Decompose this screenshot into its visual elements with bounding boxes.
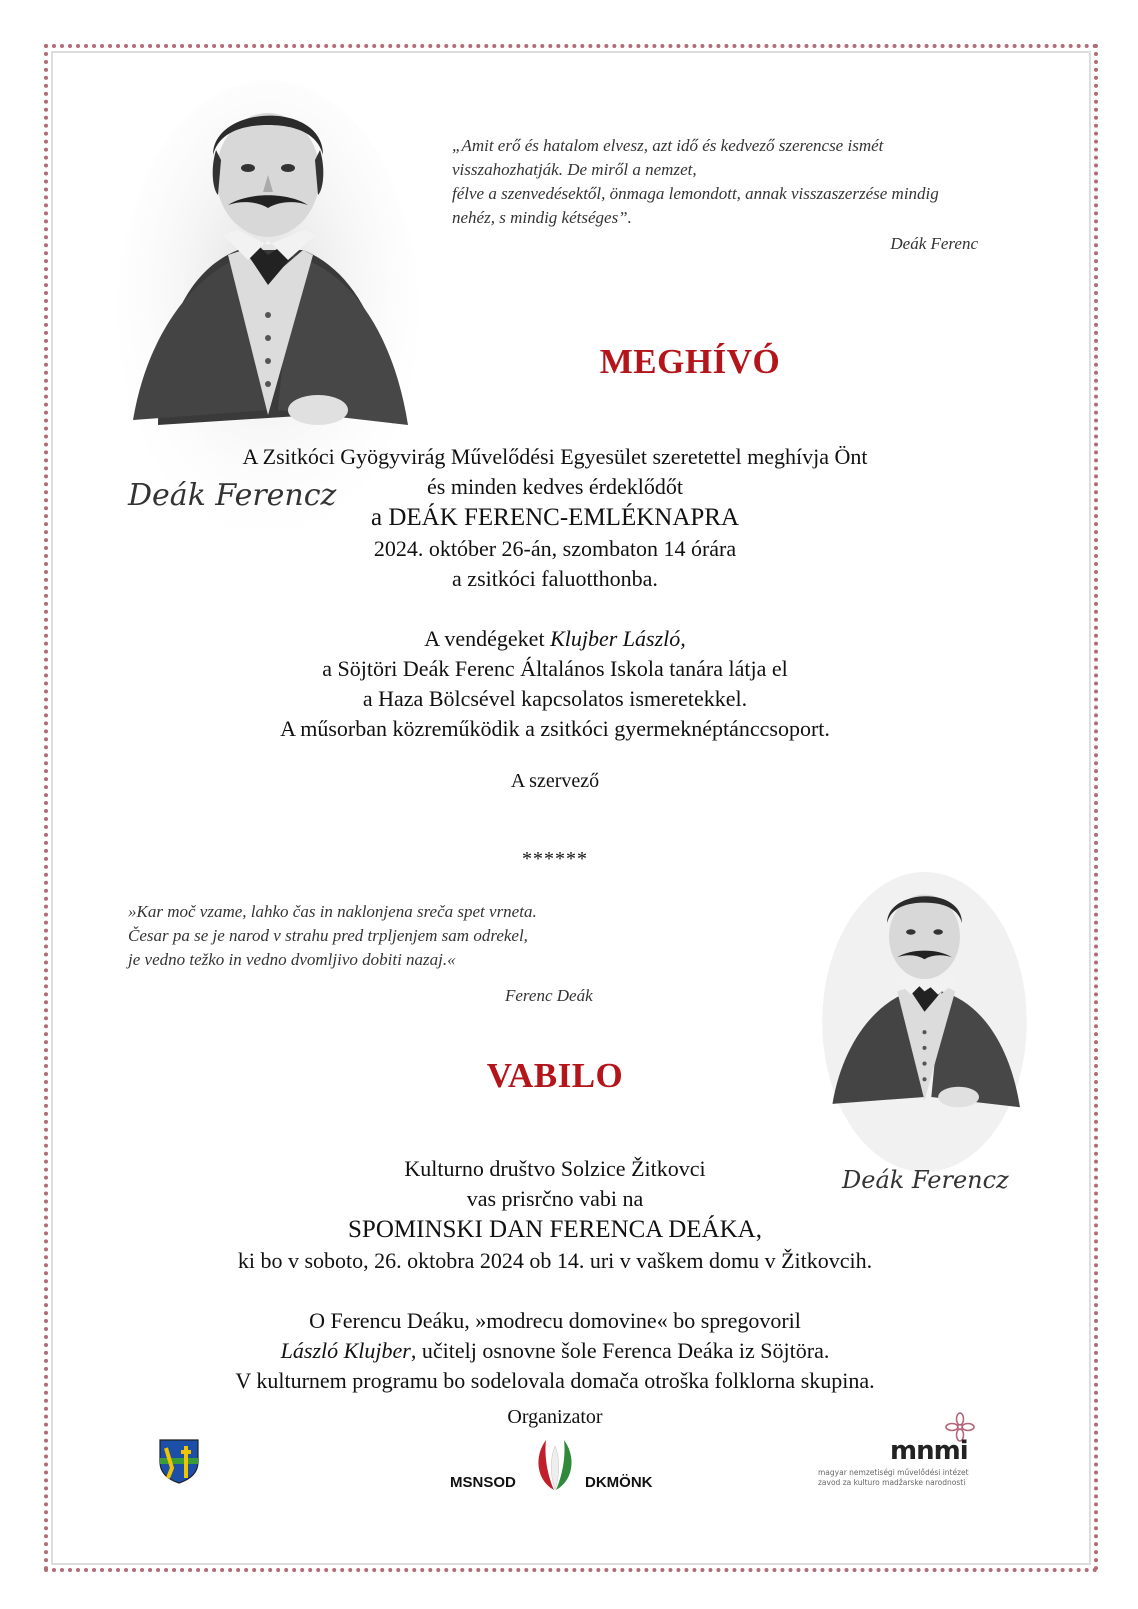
- mnmi-line: zavod za kulturo madžarske narodnosti: [818, 1478, 966, 1487]
- sl-talk-name: László Klujber: [280, 1338, 411, 1363]
- sl-quote-author: Ferenc Deák: [505, 986, 593, 1005]
- sl-talk-line: O Ferencu Deáku, »modrecu domovine« bo spregovoril: [309, 1308, 801, 1333]
- hu-event-line: [160, 502, 950, 534]
- hu-title: MEGHÍVÓ: [599, 342, 781, 381]
- sl-invite: [140, 1154, 970, 1396]
- signature-bottom: Deák Ferencz: [842, 1166, 1009, 1194]
- hu-invite-line: A Zsitkóci Gyögyvirág Művelődési Egyesület szeretettel meghívja Önt: [242, 444, 868, 469]
- signature-top: Deák Ferencz: [128, 478, 337, 513]
- hu-quote-line: félve a szenvedésektől, önmaga lemondott, annak visszaszerzése mindig: [452, 184, 939, 203]
- logo-msnsod: MSNSOD: [450, 1474, 516, 1491]
- sl-title: VABILO: [486, 1056, 624, 1095]
- mnmi-line: magyar nemzetiségi művelődési intézet: [818, 1468, 969, 1477]
- hu-quote-line: visszahozhatják. De miről a nemzet,: [452, 160, 697, 179]
- hu-invite: [160, 442, 950, 744]
- hu-place-line: a zsitkóci faluotthonba.: [452, 566, 658, 591]
- sl-invite-line: vas prisrčno vabi na: [466, 1186, 644, 1211]
- hu-date-line: 2024. október 26-án, szombaton 14 órára: [373, 536, 737, 561]
- sl-quote-line: Česar pa se je narod v strahu pred trpljenjem sam odrekel,: [128, 926, 528, 945]
- mnmi-logo-text: mnmi: [890, 1436, 968, 1466]
- hu-organizer: A szervező: [510, 770, 600, 792]
- leaf-logo-icon: [532, 1436, 578, 1497]
- hu-quote-line: nehéz, s mindig kétséges”.: [452, 208, 632, 227]
- hu-event-prefix: a: [370, 504, 389, 531]
- portrait-bottom: [822, 872, 1027, 1172]
- sl-talk-line: [140, 1336, 970, 1366]
- sl-talk-line: V kulturnem programu bo sodelovala domača otroška folklorna skupina.: [235, 1368, 875, 1393]
- sl-talk-rest: , učitelj osnovne šole Ferenca Deáka iz Söjtöra.: [410, 1338, 830, 1363]
- hu-quote-line: „Amit erő és hatalom elvesz, azt idő és kedvező szerencse ismét: [452, 136, 884, 155]
- sl-invite-line: Kulturno društvo Solzice Žitkovci: [404, 1156, 706, 1181]
- hu-guests-name: Klujber László,: [550, 626, 686, 651]
- mnmi-subtitle: [818, 1468, 988, 1488]
- logo-dkmonk: DKMÖNK: [585, 1474, 653, 1491]
- coat-of-arms-icon: [158, 1438, 200, 1489]
- hu-guests-line: [160, 624, 950, 654]
- sl-quote-line: je vedno težko in vedno dvomljivo dobiti nazaj.«: [128, 950, 456, 969]
- hu-invite-line: és minden kedves érdeklődőt: [427, 474, 683, 499]
- sl-event-name: SPOMINSKI DAN FERENCA DEÁKA,: [348, 1216, 762, 1243]
- sl-organizer: Organizator: [507, 1406, 603, 1428]
- hu-guests-prefix: A vendégeket: [424, 626, 551, 651]
- hu-quote-author: Deák Ferenc: [890, 234, 978, 253]
- hu-guests-line: a Söjtöri Deák Ferenc Általános Iskola tanára látja el: [322, 656, 788, 681]
- separator: ******: [522, 848, 588, 870]
- hu-event-name: DEÁK FERENC-EMLÉKNAPRA: [388, 504, 740, 531]
- sl-quote-line: »Kar moč vzame, lahko čas in naklonjena sreča spet vrneta.: [128, 902, 537, 921]
- hu-guests-line: A műsorban közreműködik a zsitkóci gyermeknéptánccsoport.: [280, 716, 830, 741]
- sl-date-line: ki bo v soboto, 26. oktobra 2024 ob 14. uri v vaškem domu v Žitkovcih.: [237, 1248, 873, 1273]
- hu-guests-line: a Haza Bölcsével kapcsolatos ismeretekkel.: [362, 686, 748, 711]
- hu-quote: [452, 134, 992, 256]
- sl-quote: [128, 900, 648, 1008]
